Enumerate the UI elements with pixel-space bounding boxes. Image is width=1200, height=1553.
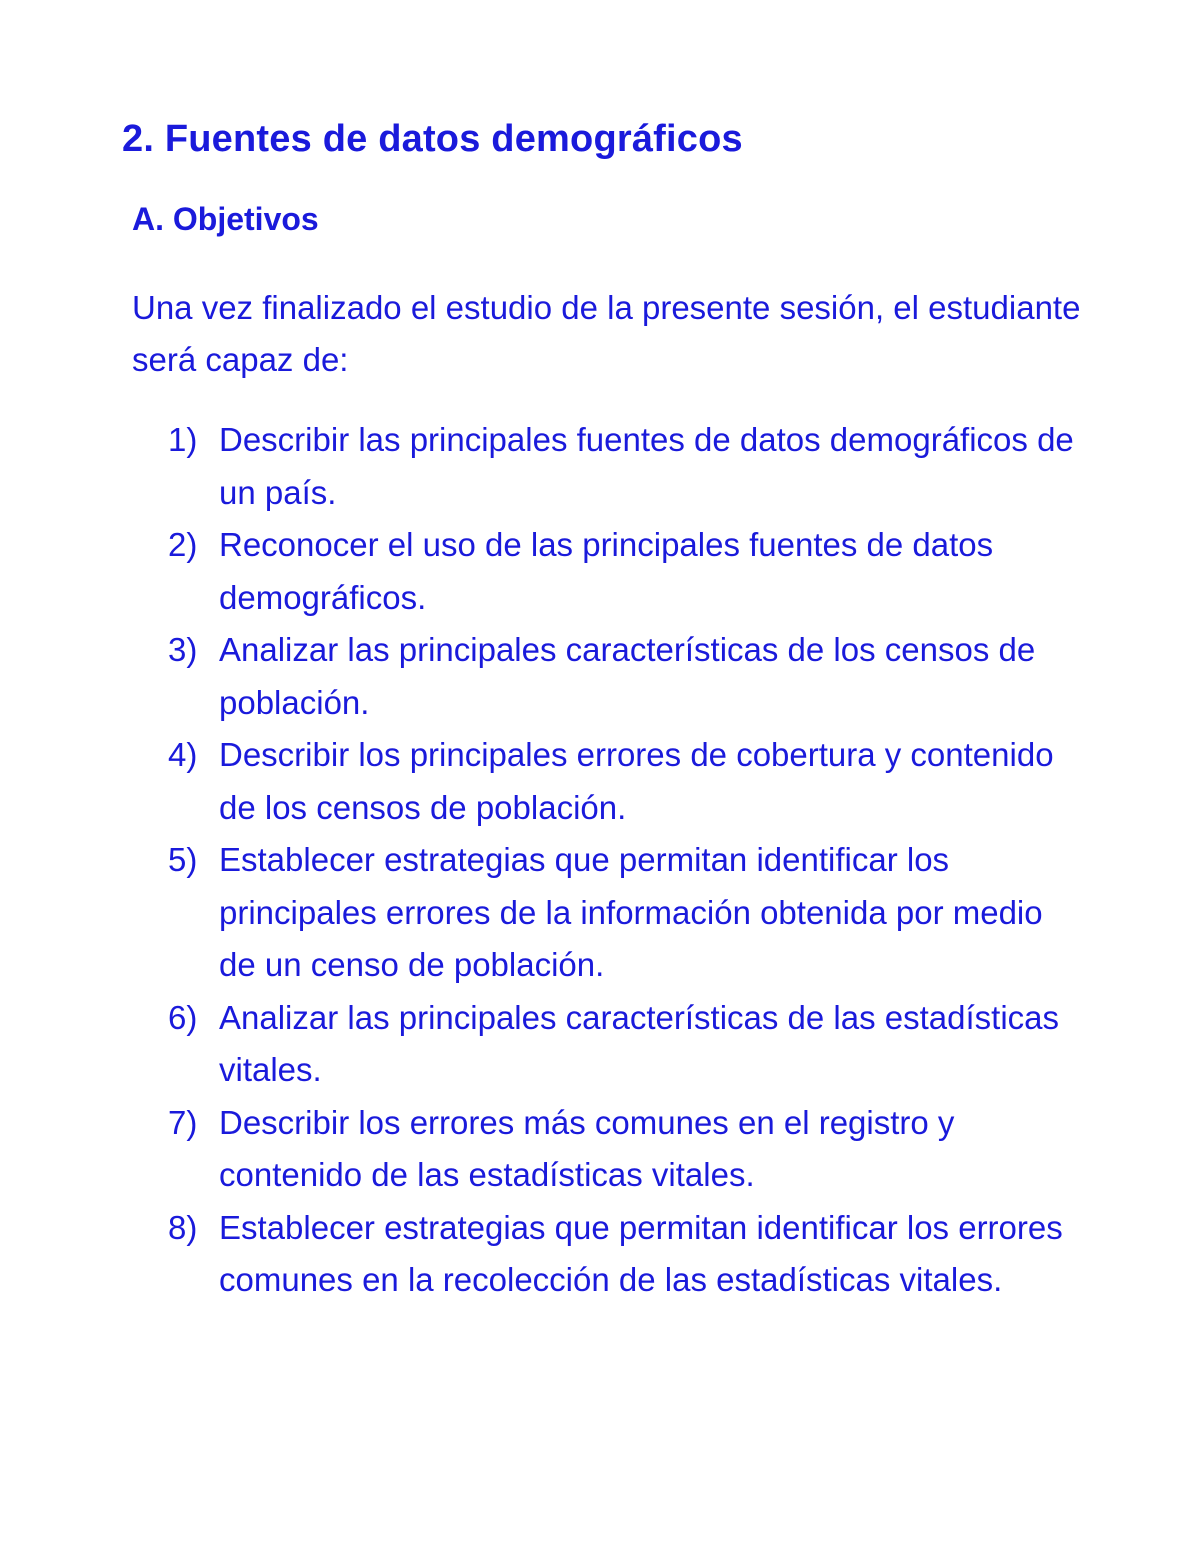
objective-text: Analizar las principales características de las estadísticas vitales. [219, 998, 1060, 1088]
objective-item [150, 834, 1080, 992]
objective-text: Establecer estrategias que permitan identificar los principales errores de la información obtenida por medio de un censo de población. [219, 841, 1043, 983]
document-title: 2. Fuentes de datos demográficos [122, 118, 743, 160]
objective-number: 6) [168, 998, 198, 1036]
objective-text: Describir los errores más comunes en el registro y contenido de las estadísticas vitales. [219, 1103, 955, 1193]
objective-item [150, 624, 1080, 729]
objective-item [150, 1097, 1080, 1202]
section-heading: A. Objetivos [132, 201, 319, 237]
objective-text: Reconocer el uso de las principales fuentes de datos demográficos. [219, 526, 994, 616]
objective-number: 7) [168, 1103, 198, 1141]
objectives-list [150, 414, 1080, 1307]
objective-text: Describir las principales fuentes de datos demográficos de un país. [219, 421, 1074, 511]
objective-number: 1) [168, 421, 198, 458]
objective-text: Analizar las principales características de los censos de población. [219, 631, 1036, 721]
objective-item [150, 1202, 1080, 1307]
objective-text: Establecer estrategias que permitan identificar los errores comunes en la recolección de las estadísticas vitales. [219, 1208, 1063, 1298]
objective-number: 3) [168, 631, 198, 668]
objective-item [150, 414, 1080, 519]
objective-number: 4) [168, 736, 198, 773]
intro-paragraph: Una vez finalizado el estudio de la presente sesión, el estudiante será capaz de: [132, 289, 1081, 378]
objective-number: 8) [168, 1208, 198, 1246]
objective-item [150, 729, 1080, 834]
objective-item [150, 519, 1080, 624]
objective-text: Describir los principales errores de cobertura y contenido de los censos de población. [219, 736, 1054, 826]
objective-number: 2) [168, 526, 198, 563]
objective-number: 5) [168, 841, 198, 878]
objective-item [150, 992, 1080, 1097]
